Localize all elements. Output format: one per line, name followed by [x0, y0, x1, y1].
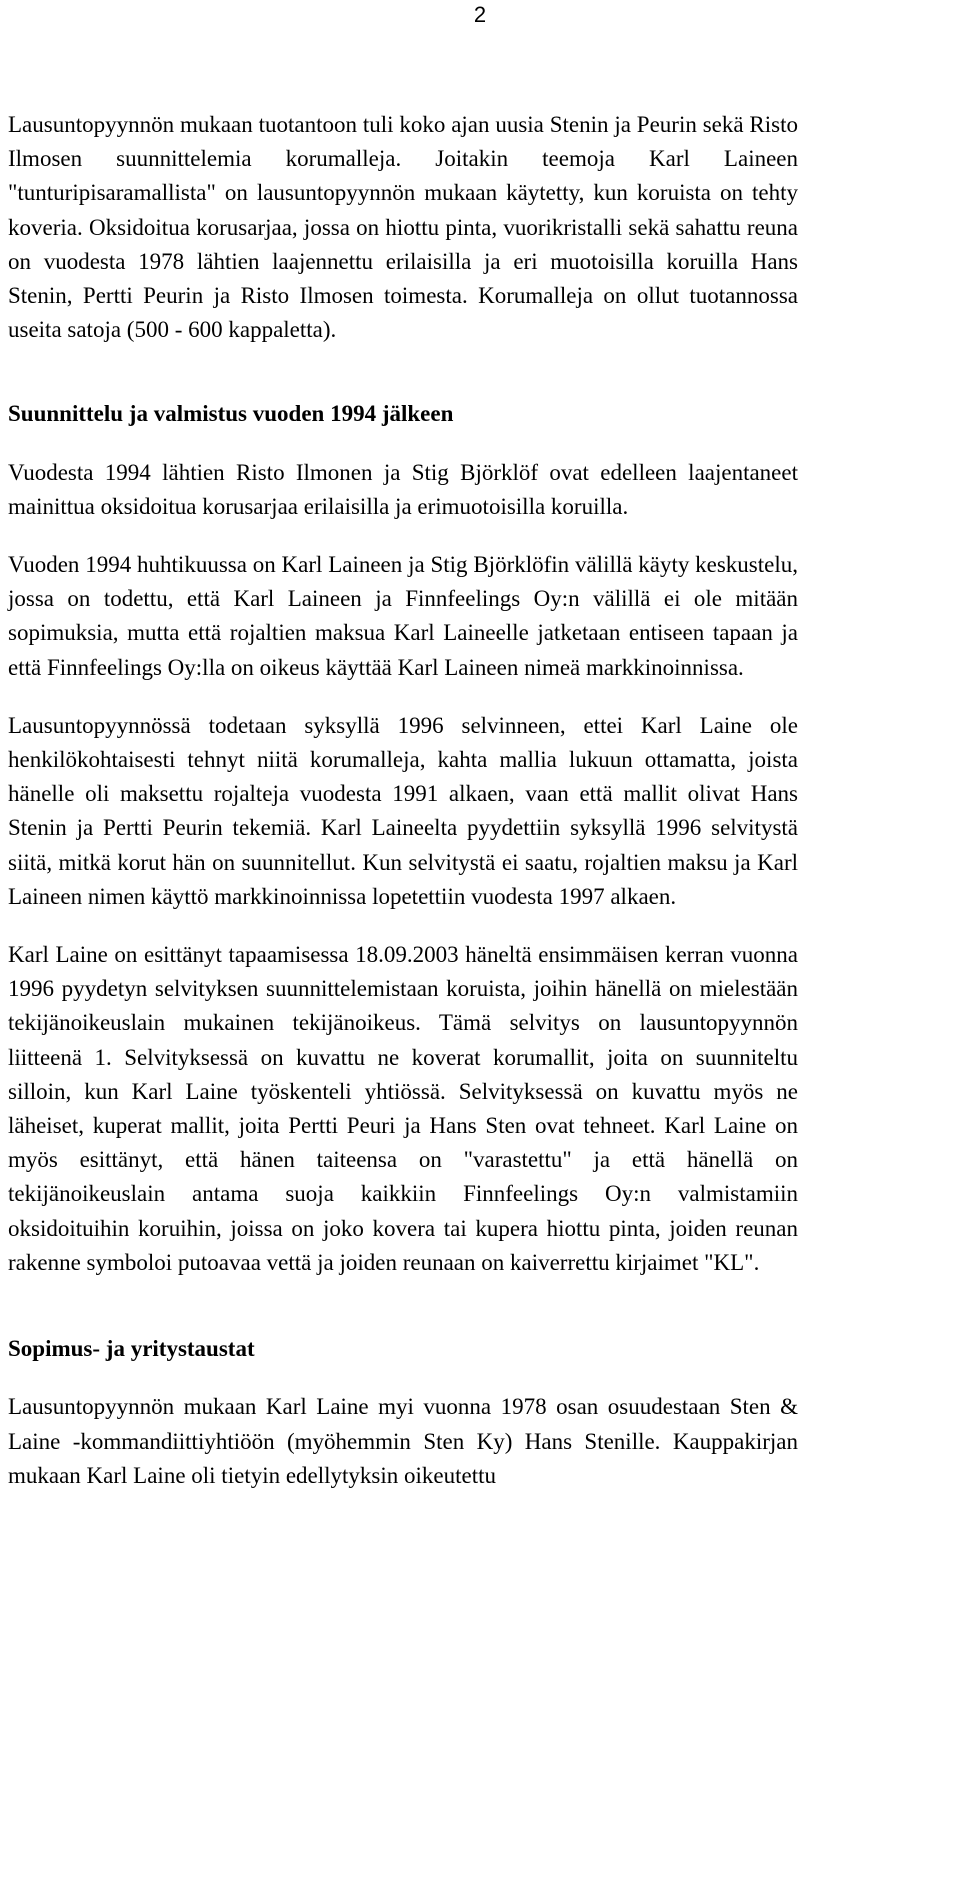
paragraph-production-models: Lausuntopyynnön mukaan tuotantoon tuli koko ajan uusia Stenin ja Peurin sekä Risto Ilmosen suunnittelemia korumalleja. Joitakin teemoja Karl Laineen "tunturipisaramallista" on lausuntopyynnön mukaan käytetty, kun koruista on tehty koveria. Oksidoitua korusarjaa, jossa on hiottu pinta, vuorikristalli sekä sahattu reuna on vuodesta 1978 lähtien laajennettu erilaisilla ja eri muotoisilla koruilla Hans Stenin, Pertti Peurin ja Risto Ilmosen toimesta. Korumalleja on ollut tuotannossa useita satoja (500 - 600 kappaletta). [8, 112, 798, 343]
section-heading-agreements: Sopimus- ja yritystaustat [8, 1336, 255, 1362]
paragraph-expansion-since-1994: Vuodesta 1994 lähtien Risto Ilmonen ja Stig Björklöf ovat edelleen laajentaneet mainittua oksidoitua korusarjaa erilaisilla ja erimuotoisilla koruilla. [8, 459, 798, 519]
paragraph-april-1994-discussion: Vuoden 1994 huhtikuussa on Karl Laineen ja Stig Björklöfin välillä käyty keskustelu, jossa on todettu, että Karl Laineen ja Finnfeelings Oy:n välillä ei ole mitään sopimuksia, mutta että rojaltien maksua Karl Laineelle jatketaan entiseen tapaan ja että Finnfeelings Oy:lla on oikeus käyttää Karl Laineen nimeä markkinoinnissa. [8, 552, 798, 680]
section-heading-design-after-1994: Suunnittelu ja valmistus vuoden 1994 jälkeen [8, 401, 454, 427]
document-body [8, 108, 798, 1493]
paragraph-autumn-1996-findings: Lausuntopyynnössä todetaan syksyllä 1996 selvinneen, ettei Karl Laine ole henkilökohtaisesti tehnyt niitä korumalleja, kahta mallia lukuun ottamatta, joista hänelle oli maksettu rojalteja vuodesta 1991 alkaen, vaan että mallit olivat Hans Stenin ja Pertti Peurin tekemiä. Karl Laineelta pyydettiin syksyllä 1996 selvitystä siitä, mitkä korut hän on suunnitellut. Kun selvitystä ei saatu, rojaltien maksu ja Karl Laineen nimen käyttö markkinoinnissa lopetettiin vuodesta 1997 alkaen. [8, 712, 798, 909]
paragraph-2003-meeting: Karl Laine on esittänyt tapaamisessa 18.09.2003 häneltä ensimmäisen kerran vuonna 1996 pyydetyn selvityksen suunnittelemistaan koruista, joihin hänellä on mielestään tekijänoikeuslain mukainen tekijänoikeus. Tämä selvitys on lausuntopyynnön liitteenä 1. Selvityksessä on kuvattu ne koverat korumallit, joita on suunniteltu silloin, kun Karl Laine työskenteli yhtiössä. Selvityksessä on kuvattu myös ne läheiset, kuperat mallit, joita Pertti Peuri ja Hans Sten ovat tehneet. Karl Laine on myös esittänyt, että hänen taiteensa on "varastettu" ja että hänellä on tekijänoikeuslain antama suoja kaikkiin Finnfeelings Oy:n valmistamiin oksidoituihin koruihin, joissa on joko kovera tai kupera hiottu pinta, joiden reunan rakenne symboloi putoavaa vettä ja joiden reunaan on kaiverrettu kirjaimet "KL". [8, 942, 798, 1275]
page-number: 2 [473, 2, 487, 27]
paragraph-1978-sale: Lausuntopyynnön mukaan Karl Laine myi vuonna 1978 osan osuudestaan Sten & Laine -kommandiittiyhtiöön (myöhemmin Sten Ky) Hans Stenille. Kauppakirjan mukaan Karl Laine oli tietyin edellytyksin oikeutettu [8, 1394, 798, 1488]
